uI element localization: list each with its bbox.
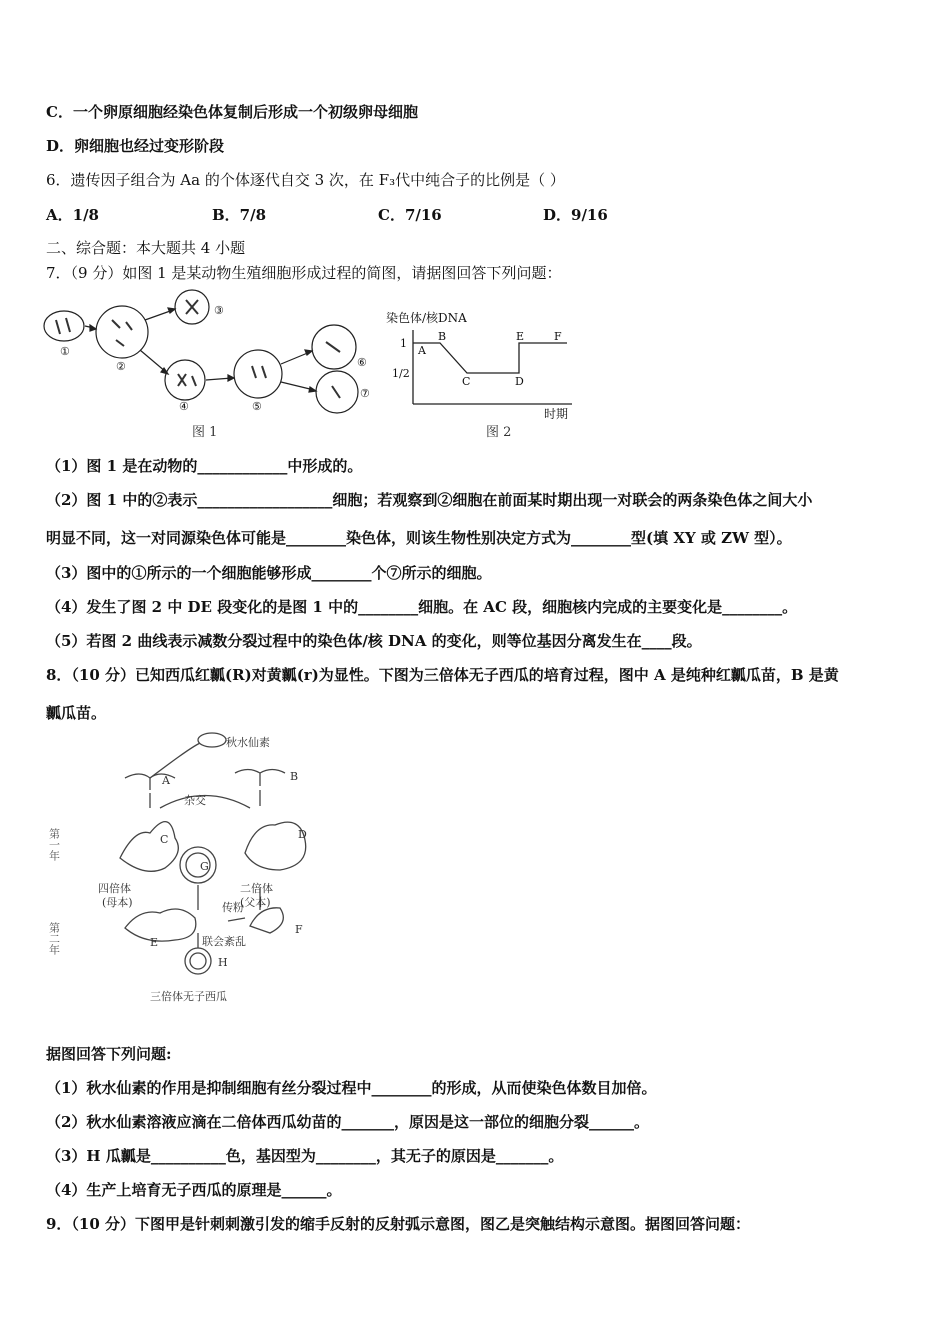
letter-f: F (295, 923, 303, 936)
figure-1-cell-diagram (42, 292, 382, 442)
question-6: 6．遗传因子组合为 Aa 的个体逐代自交 3 次，在 F₃代中纯合子的比例是（ ） (46, 171, 565, 189)
cell-label-7: ⑦ (360, 387, 370, 400)
question-8b: 瓤瓜苗。 (46, 704, 107, 722)
triploid-label: 三倍体无子西瓜 (150, 990, 227, 1003)
point-f: F (554, 330, 562, 343)
q7-part-5: （5）若图 2 曲线表示减数分裂过程中的染色体/核 DNA 的变化，则等位基因分离发生在____段。 (46, 632, 702, 650)
cell-label-2: ② (116, 360, 126, 373)
q6-option-b: B．7/8 (212, 206, 267, 224)
q8-part-1: （1）秋水仙素的作用是抑制细胞有丝分裂过程中________的形成，从而使染色体数目加倍。 (46, 1079, 657, 1097)
question-8a: 8．（10 分）已知西瓜红瓤(R)对黄瓤(r)为显性。下图为三倍体无子西瓜的培育过程，图中 A 是纯种红瓤瓜苗，B 是黄 (46, 666, 839, 684)
question-7: 7．（9 分）如图 1 是某动物生殖细胞形成过程的简图，请据图回答下列问题： (46, 264, 562, 282)
father-label: (父本) (240, 896, 271, 909)
q6-option-c: C．7/16 (378, 206, 442, 224)
q7-part-3: （3）图中的①所示的一个细胞能够形成________个⑦所示的细胞。 (46, 564, 492, 582)
ytick-half: 1/2 (392, 367, 410, 380)
point-b: B (438, 330, 447, 343)
figure-1-caption: 图 1 (192, 425, 218, 440)
figure-2-xlabel: 时期 (544, 407, 569, 421)
diploid-label: 二倍体 (240, 882, 273, 895)
q7-part-4: （4）发生了图 2 中 DE 段变化的是图 1 中的________细胞。在 AC 段，细胞核内完成的主要变化是________。 (46, 598, 798, 616)
figure-3-watermelon-breeding (47, 728, 350, 1008)
point-d: D (515, 375, 524, 388)
figure-2-graph (382, 308, 582, 443)
cell-label-3: ③ (214, 304, 224, 317)
pollination-label: 传粉 (222, 901, 244, 914)
q8-part-4: （4）生产上培育无子西瓜的原理是______。 (46, 1181, 342, 1199)
q8-part-3: （3）H 瓜瓤是__________色，基因型为________，其无子的原因是_______。 (46, 1147, 564, 1165)
q7-part-1: （1）图 1 是在动物的____________中形成的。 (46, 457, 363, 475)
q7-part-2a: （2）图 1 中的②表示__________________细胞；若观察到②细胞在前面某时期出现一对联会的两条染色体之间大小 (46, 491, 813, 509)
fusion-label: 联会紊乱 (202, 935, 246, 948)
point-e: E (516, 330, 525, 343)
point-a: A (418, 344, 426, 357)
option-d: D．卵细胞也经过变形阶段 (46, 137, 225, 155)
figure-2-ylabel: 染色体/核DNA (386, 311, 467, 325)
letter-g: G (200, 860, 209, 873)
year-2-label: 第二年 (47, 922, 61, 955)
ytick-1: 1 (400, 337, 407, 350)
q6-option-a: A．1/8 (46, 206, 99, 224)
q8-part-2: （2）秋水仙素溶液应滴在二倍体西瓜幼苗的_______，原因是这一部位的细胞分裂______。 (46, 1113, 649, 1131)
option-c: C．一个卵原细胞经染色体复制后形成一个初级卵母细胞 (46, 103, 418, 121)
letter-b: B (290, 770, 299, 783)
letter-c: C (160, 833, 169, 846)
cell-label-5: ⑤ (252, 400, 262, 413)
cell-label-1: ① (60, 345, 70, 358)
cell-label-6: ⑥ (357, 356, 367, 369)
cross-label: 杂交 (184, 794, 206, 807)
q6-option-d: D．9/16 (543, 206, 608, 224)
tetraploid-label: 四倍体 (98, 882, 131, 895)
letter-h: H (218, 956, 228, 969)
letter-e: E (150, 936, 159, 949)
letter-a: A (162, 774, 170, 787)
q8-intro: 据图回答下列问题: (46, 1045, 172, 1063)
question-9: 9．（10 分）下图甲是针刺刺激引发的缩手反射的反射弧示意图，图乙是突触结构示意图。据图回答问题： (46, 1215, 751, 1233)
cell-label-4: ④ (179, 400, 189, 413)
mother-label: (母本) (102, 896, 133, 909)
q7-part-2b: 明显不同，这一对同源染色体可能是________染色体，则该生物性别决定方式为________型(填 XY 或 ZW 型）。 (46, 529, 792, 547)
letter-d: D (298, 828, 307, 841)
colchicine-label: 秋水仙素 (226, 736, 270, 749)
section-heading: 二、综合题：本大题共 4 小题 (46, 239, 246, 257)
figure-2-caption: 图 2 (486, 425, 512, 440)
point-c: C (462, 375, 471, 388)
year-1-label: 第一年 (47, 828, 61, 861)
